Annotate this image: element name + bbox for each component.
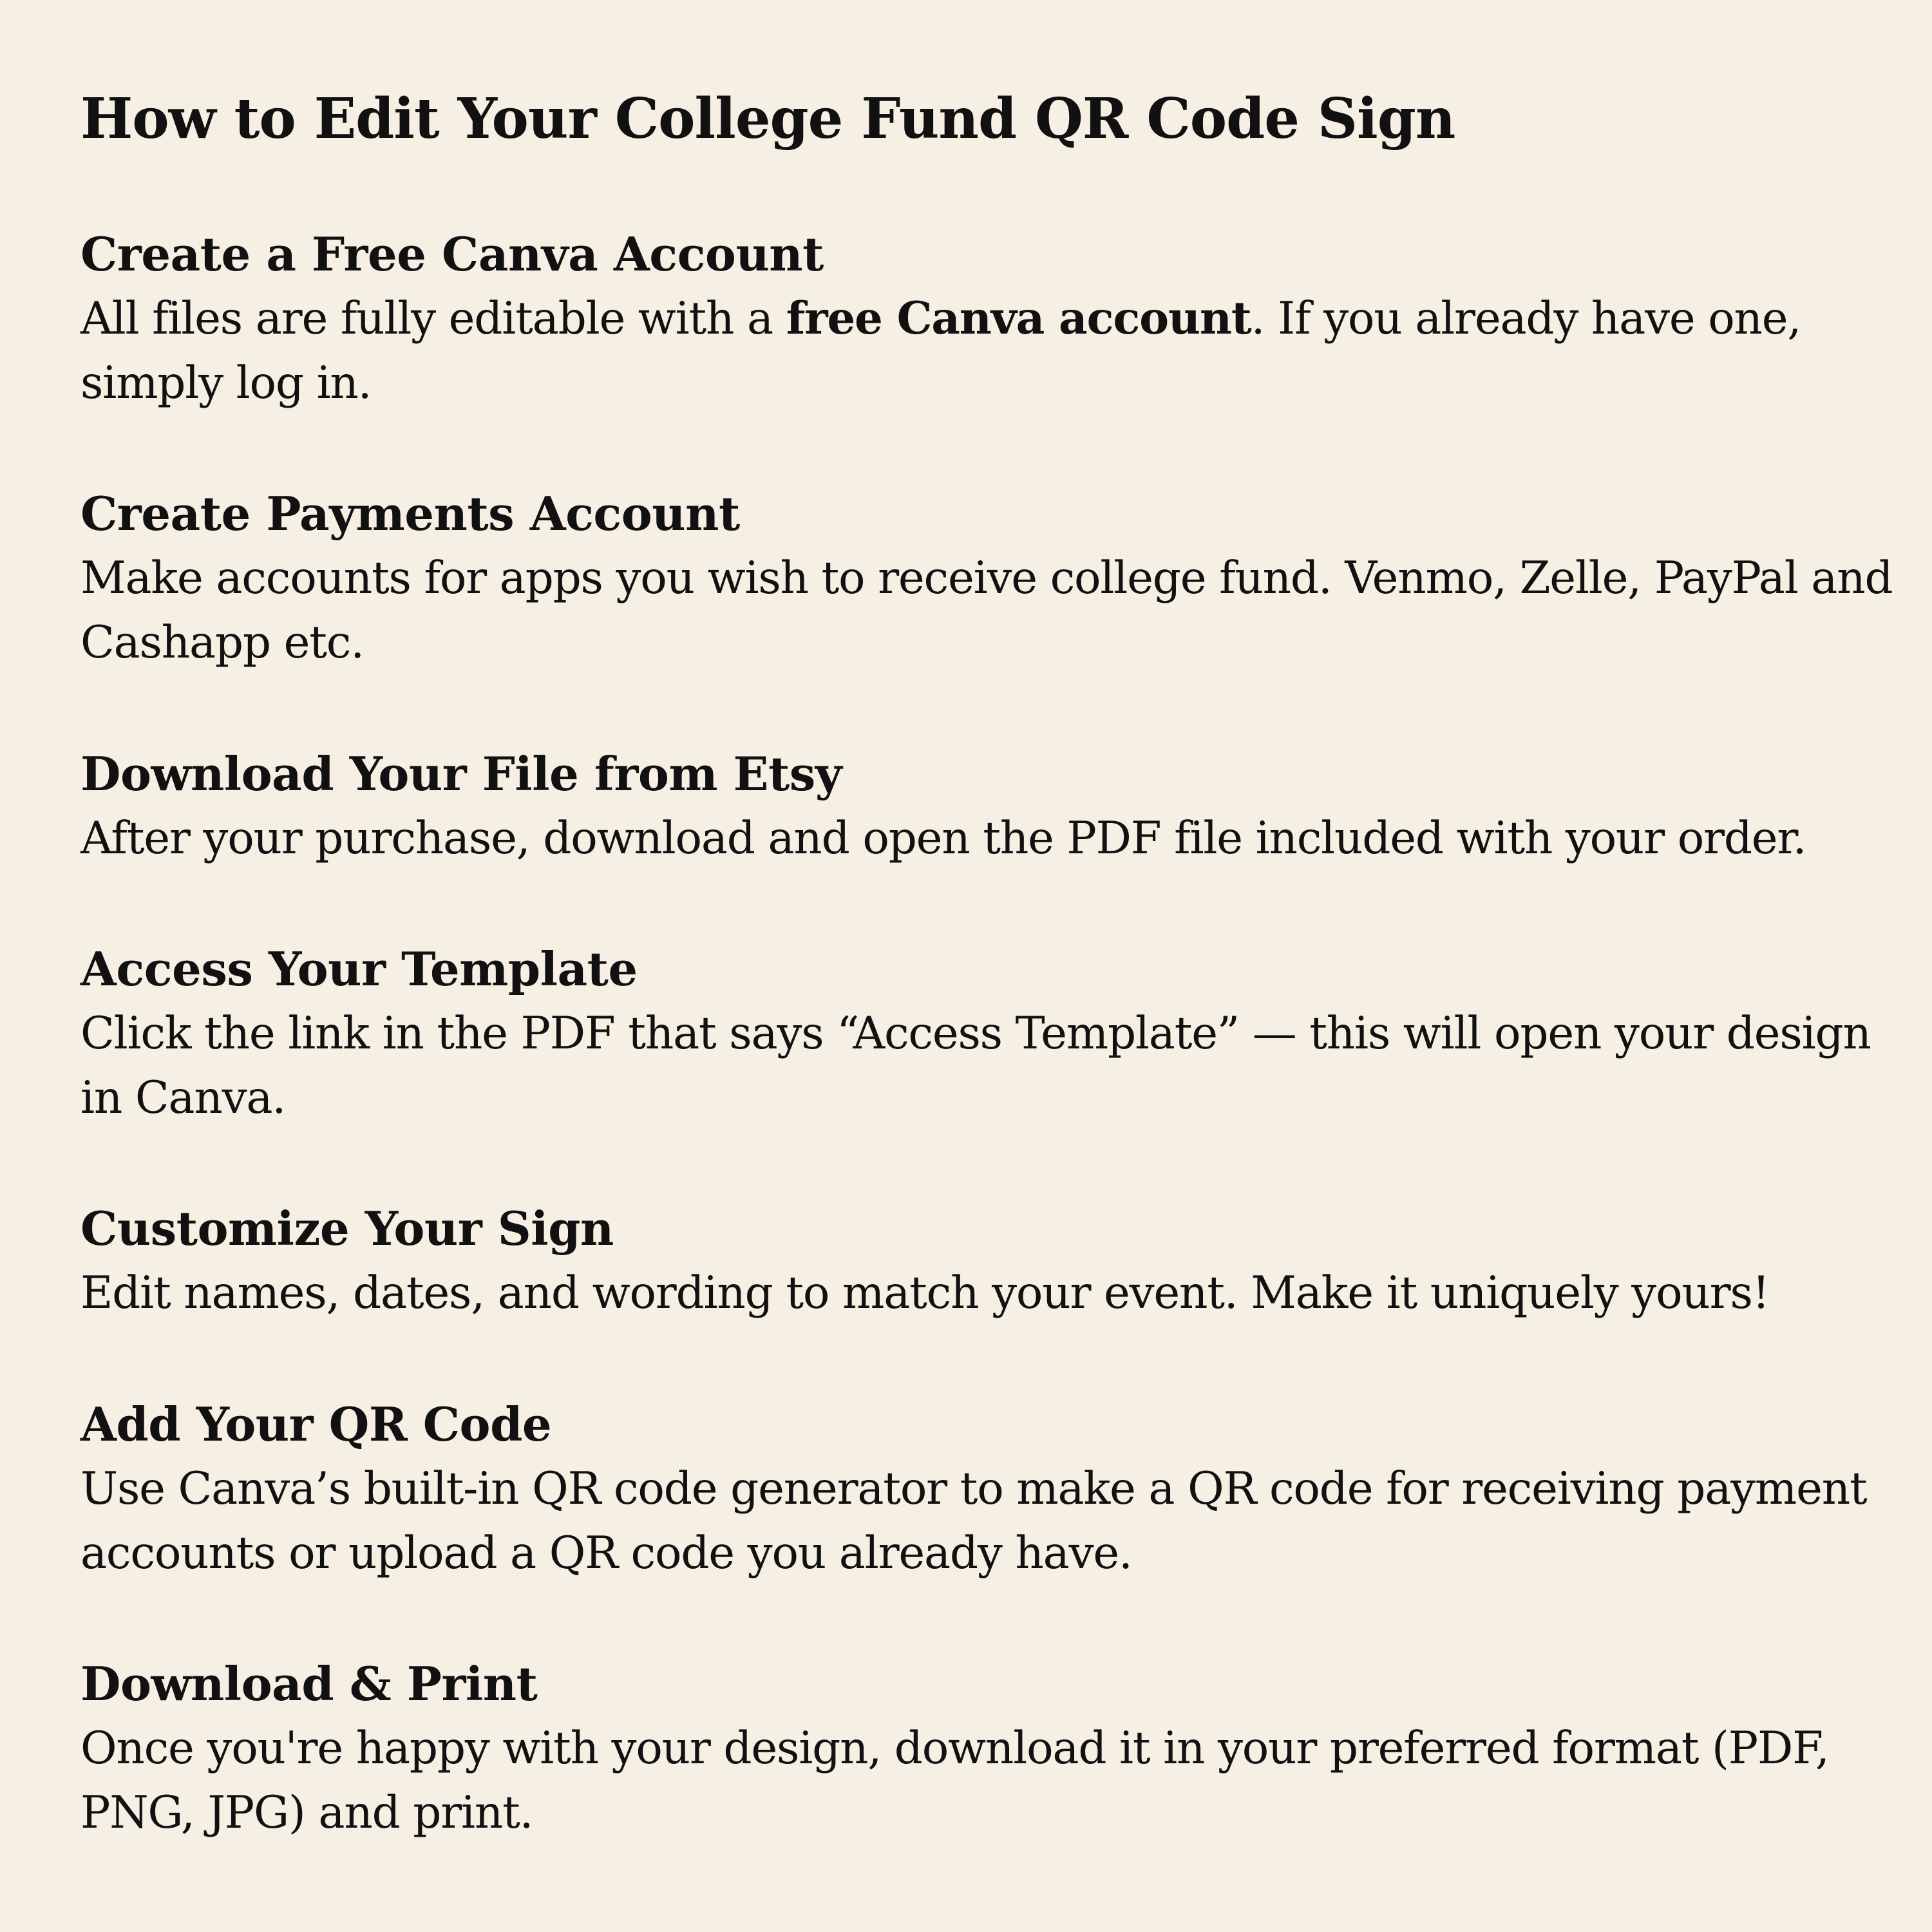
step-add-qr-code bbox=[80, 1392, 1903, 1586]
step-description-text: . If you already have one, simply log in. bbox=[80, 293, 1801, 409]
step-access-template bbox=[80, 937, 1903, 1130]
step-description: After your purchase, download and open the PDF file included with your order. bbox=[80, 813, 1806, 864]
step-heading: Download Your File from Etsy bbox=[80, 746, 842, 801]
step-description: Use Canva’s built-in QR code generator to make a QR code for receiving payment accounts or upload a QR code you already have. bbox=[80, 1463, 1867, 1579]
step-description: Click the link in the PDF that says “Access Template” — this will open your design in Canva. bbox=[80, 1008, 1871, 1124]
step-customize-sign bbox=[80, 1197, 1769, 1325]
step-description-emphasis: free Canva account bbox=[786, 292, 1251, 345]
page-title: How to Edit Your College Fund QR Code Sign bbox=[80, 86, 1455, 151]
step-heading: Create Payments Account bbox=[80, 486, 740, 541]
step-heading: Download & Print bbox=[80, 1656, 538, 1711]
step-description bbox=[80, 287, 1903, 415]
step-download-file bbox=[80, 742, 1806, 871]
step-heading: Access Your Template bbox=[80, 942, 638, 996]
step-heading: Create a Free Canva Account bbox=[80, 227, 824, 281]
step-heading: Customize Your Sign bbox=[80, 1201, 614, 1256]
step-description: Once you're happy with your design, download it in your preferred format (PDF, PNG, JPG) and print. bbox=[80, 1723, 1829, 1839]
step-heading: Add Your QR Code bbox=[80, 1397, 552, 1452]
step-description: Make accounts for apps you wish to receive college fund. Venmo, Zelle, PayPal and Cashapp etc. bbox=[80, 553, 1893, 668]
step-create-canva-account bbox=[80, 222, 1903, 415]
step-create-payments-account bbox=[80, 482, 1903, 675]
step-description: Edit names, dates, and wording to match your event. Make it uniquely yours! bbox=[80, 1267, 1770, 1319]
step-download-print bbox=[80, 1652, 1903, 1845]
step-description-text: All files are fully editable with a bbox=[80, 293, 786, 345]
